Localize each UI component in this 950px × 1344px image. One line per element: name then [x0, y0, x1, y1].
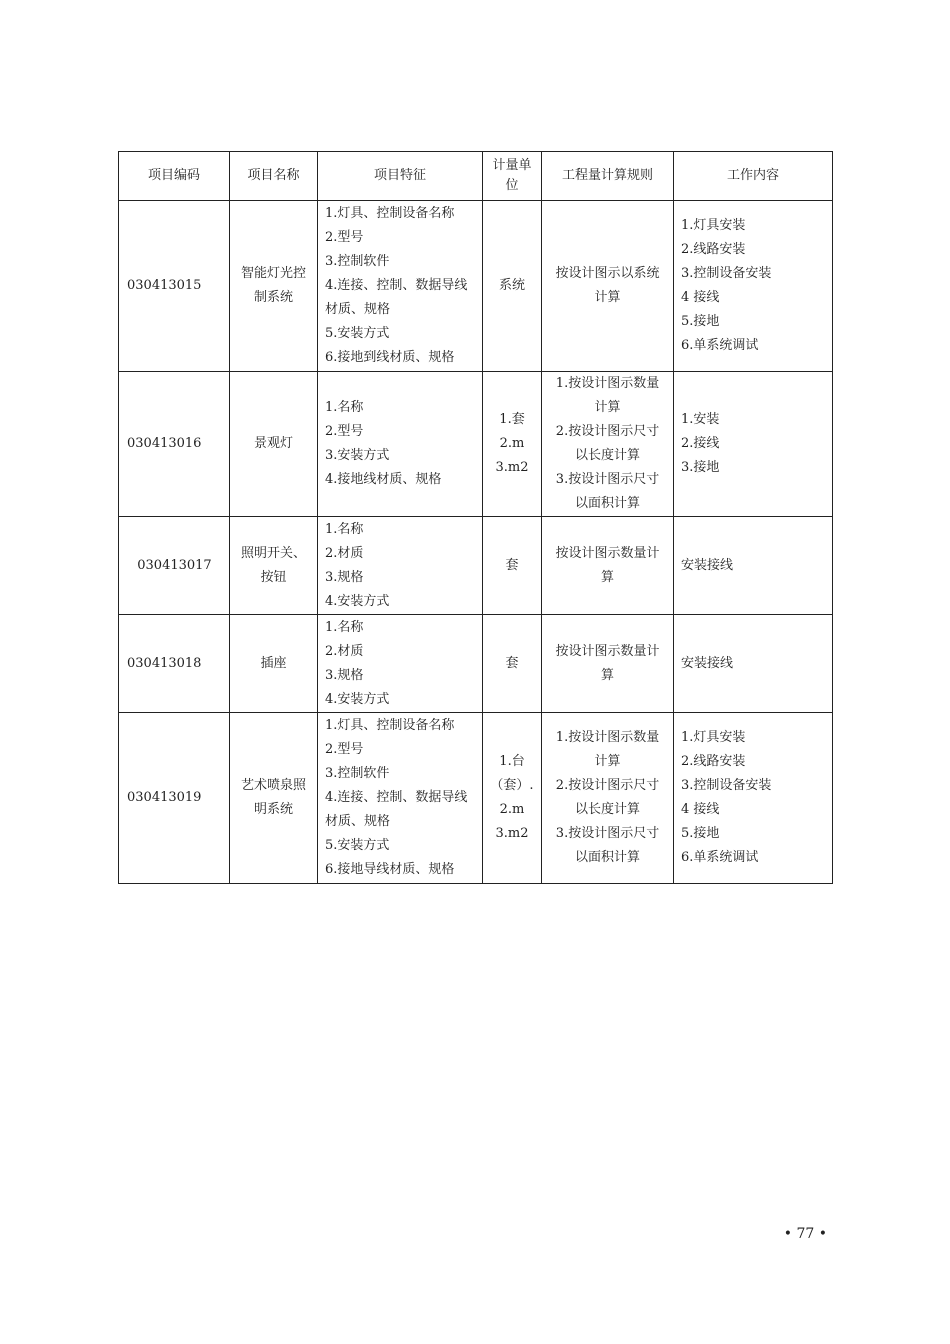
cell-work-line: 4 接线: [681, 802, 720, 817]
cell-feature-line: 1.灯具、控制设备名称: [325, 206, 455, 221]
cell-work-line: 6.单系统调试: [681, 338, 759, 353]
cell-feature-line: 4.接地线材质、规格: [325, 472, 442, 487]
cell-work: [674, 713, 833, 884]
cell-work-line: 安装接线: [681, 557, 734, 573]
table-row: [119, 517, 833, 615]
cell-unit-line: 2.m: [499, 802, 525, 817]
cell-rule: [542, 201, 674, 372]
cell-rule-line: 以长度计算: [574, 448, 640, 463]
cell-rule-line: 以面积计算: [574, 496, 640, 511]
cell-feature: [318, 615, 483, 713]
cell-feature: [318, 517, 483, 615]
cell-rule-line: 以面积计算: [574, 850, 640, 865]
cell-work-line: 5.接地: [681, 314, 720, 329]
cell-name-line: 按钮: [260, 569, 287, 585]
cell-feature-line: 3.控制软件: [325, 254, 390, 269]
cell-name: [230, 713, 318, 884]
cell-name: [230, 372, 318, 517]
table-row: [119, 201, 833, 372]
cell-name-line: 明系统: [253, 802, 293, 817]
cell-feature-line: 5.安装方式: [325, 838, 390, 853]
cell-rule-line: 3.按设计图示尺寸: [555, 826, 660, 841]
cell-feature-line: 2.材质: [325, 643, 364, 659]
cell-unit: [483, 713, 542, 884]
cell-feature-line: 4.安装方式: [325, 593, 390, 609]
cell-unit: [483, 517, 542, 615]
cell-code: 030413016: [119, 372, 230, 517]
cell-name: [230, 517, 318, 615]
header-rule: 工程量计算规则: [542, 152, 674, 201]
cell-code: 030413019: [119, 713, 230, 884]
cell-name-line: 制系统: [253, 290, 293, 305]
cell-work: [674, 201, 833, 372]
cell-feature-line: 6.接地到线材质、规格: [325, 350, 455, 365]
cell-feature-line: 4.连接、控制、数据导线: [325, 278, 468, 293]
cell-code: 030413015: [119, 201, 230, 372]
cell-feature-line: 3.安装方式: [325, 448, 390, 463]
cell-work-line: 4 接线: [681, 290, 720, 305]
header-feature: 项目特征: [318, 152, 483, 201]
cell-work-line: 1.灯具安装: [681, 730, 746, 745]
cell-unit-line: 3.m2: [495, 460, 529, 475]
cell-rule-line: 2.按设计图示尺寸: [555, 778, 660, 793]
table-row: [119, 713, 833, 884]
table-body: [119, 201, 833, 884]
cell-rule-line: 算: [600, 667, 614, 683]
table-row: [119, 615, 833, 713]
table-header-row: [119, 152, 833, 201]
cell-unit-line: 套: [505, 655, 519, 671]
cell-unit-line: 套: [505, 557, 519, 573]
cell-rule-line: 计算: [594, 400, 621, 415]
cell-rule-line: 计算: [594, 290, 621, 305]
cell-unit-line: 1.台: [499, 754, 525, 769]
cell-rule-line: 3.按设计图示尺寸: [555, 472, 660, 487]
cell-work-line: 3.控制设备安装: [681, 266, 772, 281]
cell-work: [674, 615, 833, 713]
cell-rule-line: 计算: [594, 754, 621, 769]
header-work: 工作内容: [674, 152, 833, 201]
cell-name: [230, 201, 318, 372]
header-code: 项目编码: [119, 152, 230, 201]
cell-rule-line: 2.按设计图示尺寸: [555, 424, 660, 439]
spec-table: [118, 151, 833, 884]
header-name: 项目名称: [230, 152, 318, 201]
cell-feature: [318, 201, 483, 372]
cell-code: 030413017: [119, 517, 230, 615]
cell-unit-line: 1.套: [499, 412, 525, 427]
cell-work: [674, 517, 833, 615]
cell-feature-line: 1.名称: [325, 400, 364, 415]
cell-work-line: 3.接地: [681, 460, 720, 475]
cell-unit: [483, 201, 542, 372]
cell-feature-line: 5.安装方式: [325, 326, 390, 341]
cell-rule-line: 1.按设计图示数量: [555, 730, 660, 745]
cell-work-line: 1.灯具安装: [681, 218, 746, 233]
cell-feature-line: 1.灯具、控制设备名称: [325, 718, 455, 733]
cell-feature: [318, 713, 483, 884]
cell-work-line: 3.控制设备安装: [681, 778, 772, 793]
cell-unit-line: 系统: [498, 278, 525, 293]
header-unit: 计量单位: [483, 152, 542, 201]
page-number: • 77 •: [783, 1226, 827, 1242]
cell-unit-line: 2.m: [499, 436, 525, 451]
cell-feature-line: 1.名称: [325, 521, 364, 537]
cell-feature-line: 3.规格: [325, 569, 364, 585]
cell-rule: [542, 615, 674, 713]
cell-feature-line: 4.连接、控制、数据导线: [325, 790, 468, 805]
cell-name-line: 智能灯光控: [240, 266, 306, 281]
cell-feature-line: 2.材质: [325, 545, 364, 561]
cell-work-line: 2.接线: [681, 436, 720, 451]
cell-unit-line: 3.m2: [495, 826, 529, 841]
cell-unit: [483, 372, 542, 517]
cell-feature: [318, 372, 483, 517]
cell-rule: [542, 517, 674, 615]
cell-name: [230, 615, 318, 713]
cell-work-line: 2.线路安装: [681, 242, 746, 257]
cell-work-line: 安装接线: [681, 655, 734, 671]
cell-rule-line: 以长度计算: [574, 802, 640, 817]
cell-name-line: 照明开关、: [240, 545, 306, 561]
cell-feature-line: 2.型号: [325, 424, 364, 439]
cell-code: 030413018: [119, 615, 230, 713]
cell-feature-line: 2.型号: [325, 742, 364, 757]
cell-work-line: 5.接地: [681, 826, 720, 841]
cell-feature-line: 1.名称: [325, 619, 364, 635]
cell-unit: [483, 615, 542, 713]
cell-rule-line: 按设计图示数量计: [555, 643, 660, 659]
cell-name-line: 艺术喷泉照: [240, 778, 306, 793]
cell-work-line: 2.线路安装: [681, 754, 746, 769]
cell-rule-line: 按设计图示以系统: [555, 266, 660, 281]
cell-rule: [542, 372, 674, 517]
cell-feature-line: 6.接地导线材质、规格: [325, 862, 455, 877]
cell-rule: [542, 713, 674, 884]
cell-rule-line: 算: [600, 569, 614, 585]
cell-work-line: 6.单系统调试: [681, 850, 759, 865]
cell-unit-line: （套）.: [490, 778, 534, 793]
cell-rule-line: 按设计图示数量计: [555, 545, 660, 561]
cell-feature-line: 3.规格: [325, 667, 364, 683]
table-row: [119, 372, 833, 517]
cell-feature-line: 3.控制软件: [325, 766, 390, 781]
cell-name-line: 景观灯: [253, 436, 293, 451]
cell-rule-line: 1.按设计图示数量: [555, 376, 660, 391]
cell-feature-line: 4.安装方式: [325, 691, 390, 707]
cell-work-line: 1.安装: [681, 412, 720, 427]
cell-feature-line: 材质、规格: [325, 302, 391, 317]
cell-work: [674, 372, 833, 517]
cell-name-line: 插座: [260, 655, 287, 671]
cell-feature-line: 材质、规格: [325, 814, 391, 829]
cell-feature-line: 2.型号: [325, 230, 364, 245]
